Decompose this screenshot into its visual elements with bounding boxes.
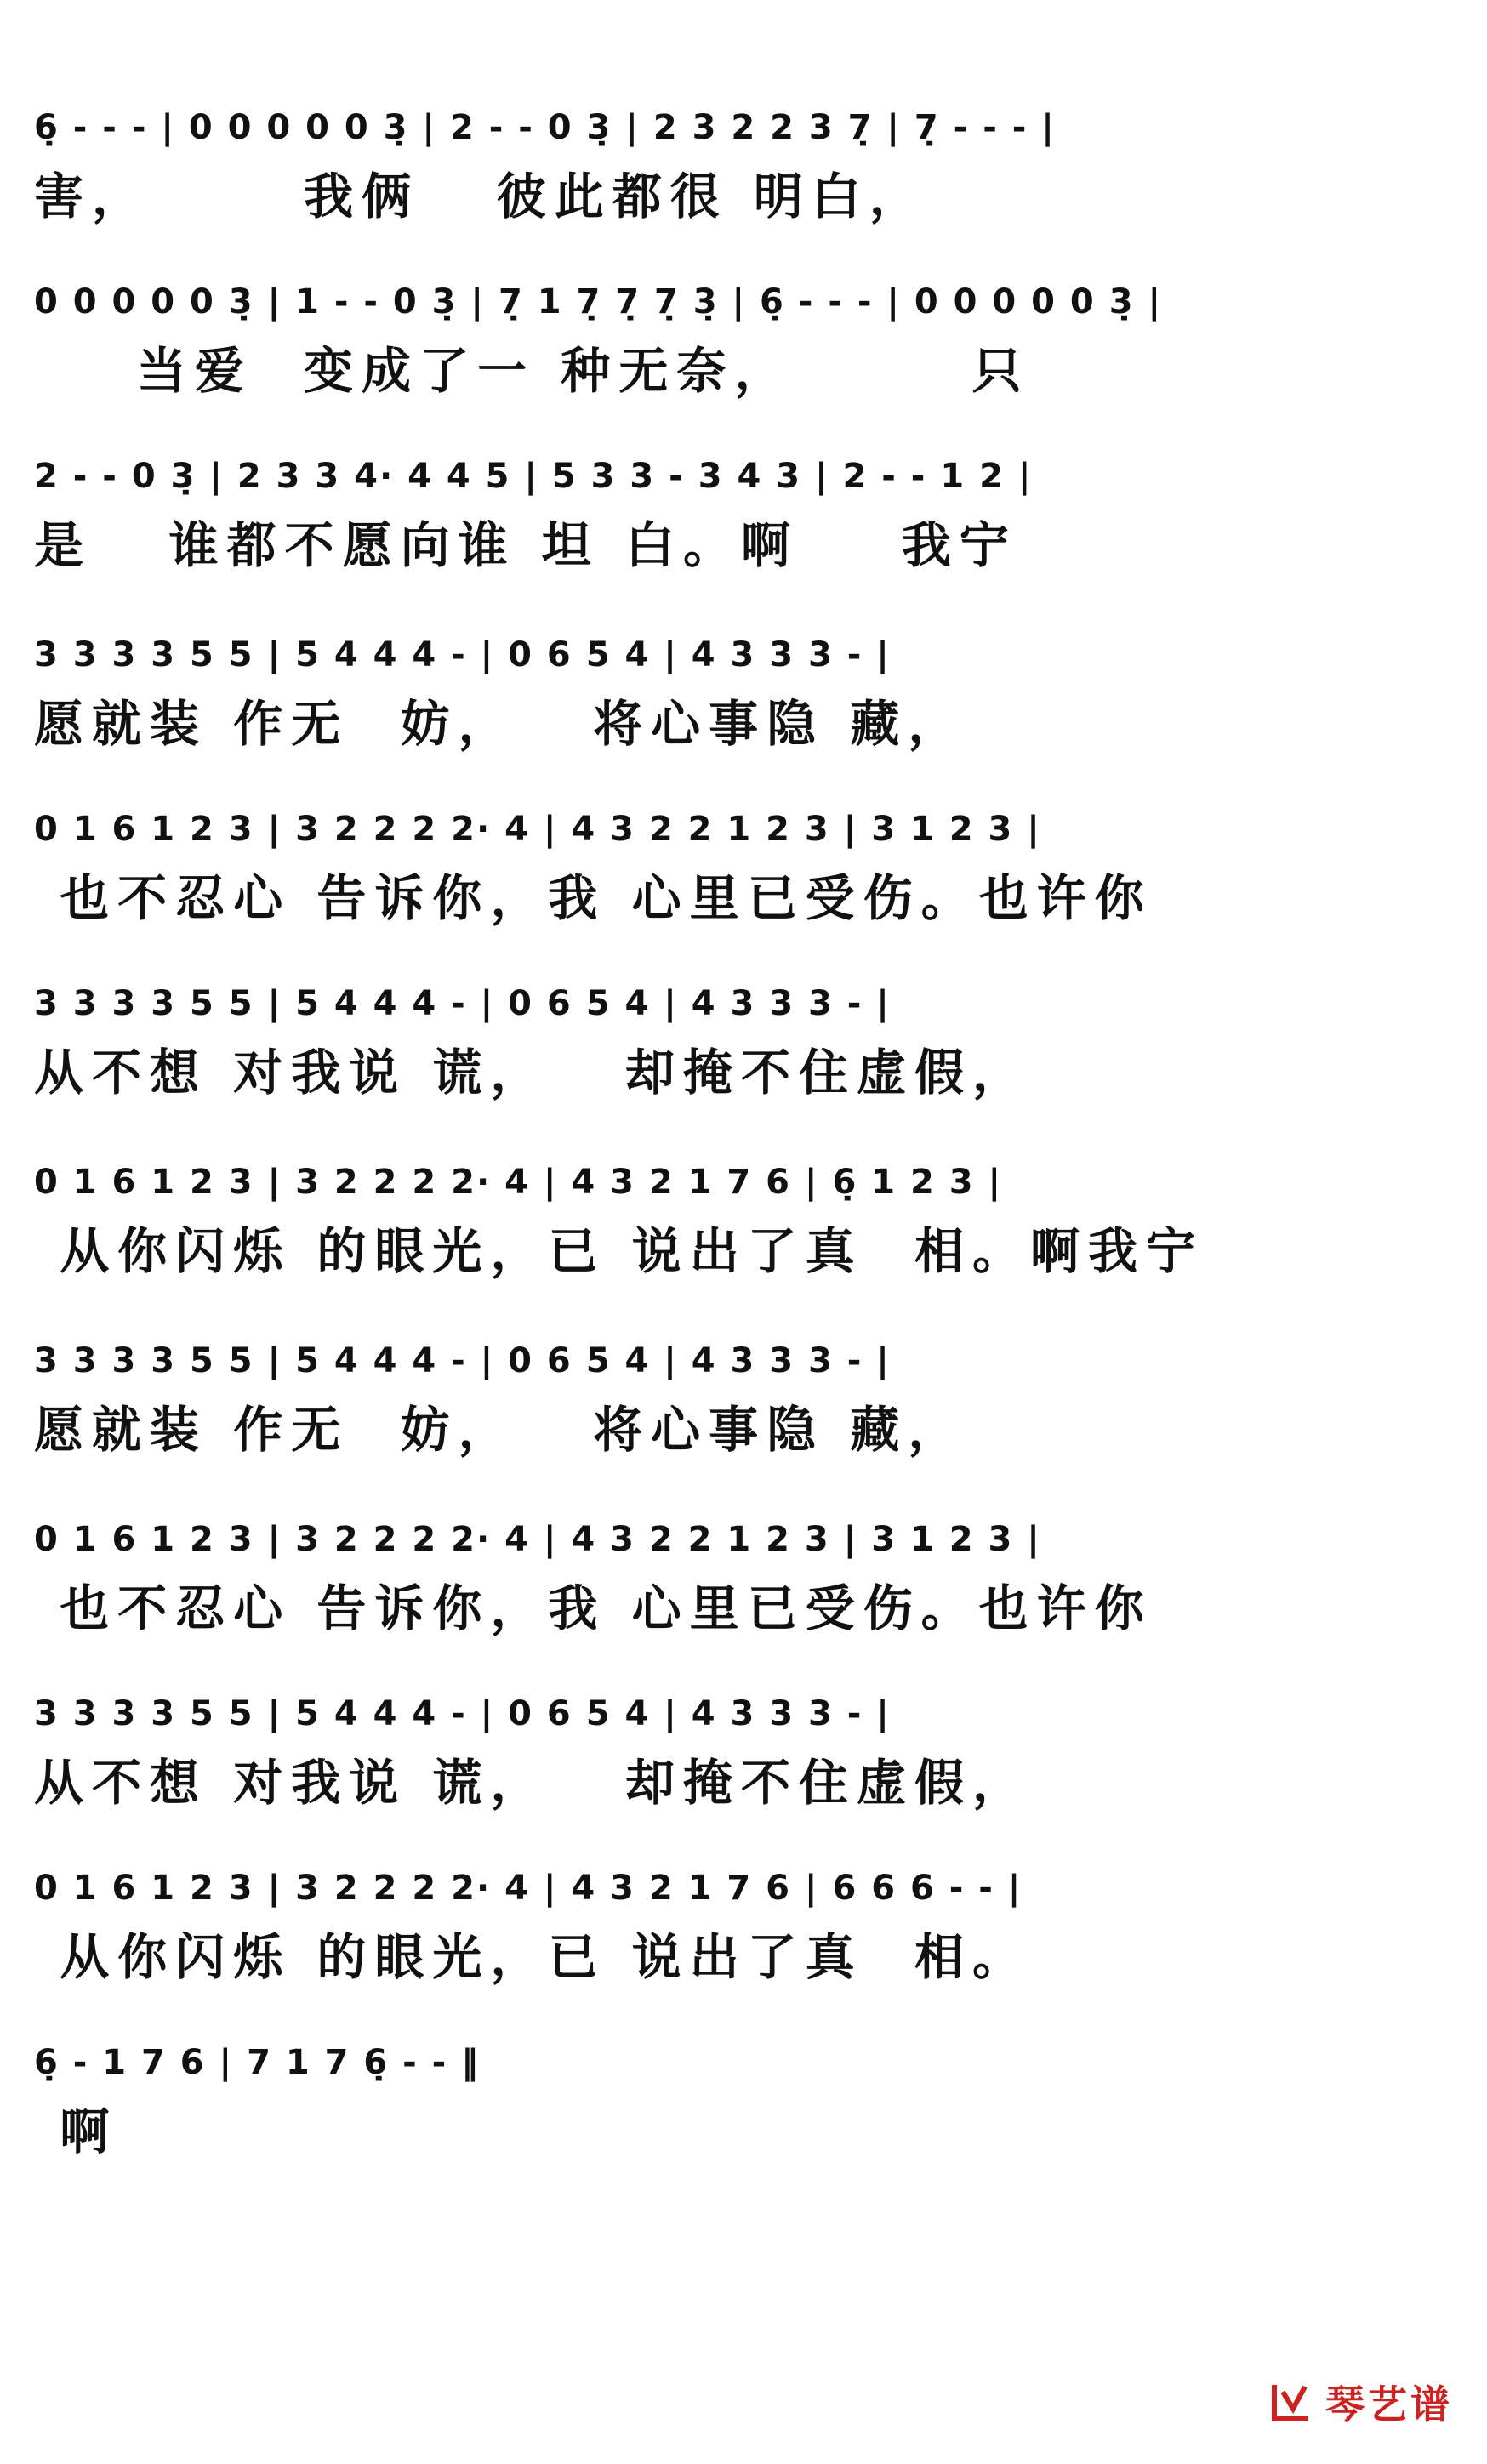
notation-line: 0 1 6 1 2 3 | 3 2 2 2 2· 4 | 4 3 2 1 7 6 | 6̣ 1 2 3 |: [34, 1163, 1003, 1202]
notation-line: 6̣ - 1 7 6 | 7 1 7 6̣ - - ‖: [34, 2043, 481, 2082]
lyrics-line: 害， 我俩 彼此都很 明白，: [34, 168, 927, 225]
lyrics-line: 啊: [34, 2103, 118, 2160]
notation-line: 3 3 3 3 5 5 | 5 4 4 4 - | 0 6 5 4 | 4 3 3 3 - |: [34, 984, 891, 1023]
notation-line: 0 0 0 0 0 3̣ | 1 - - 0 3̣ | 7̣ 1 7̣ 7̣ 7̣ 3̣ | 6̣ - - - | 0 0 0 0 0 3̣ |: [34, 282, 1163, 322]
notation-line: 2 - - 0 3̣ | 2 3 3 4· 4 4 5 | 5 3 3 - 3 4 3 | 2 - - 1 2 |: [34, 457, 1033, 496]
lyrics-line: 从不想 对我说 谎， 却掩不住虚假，: [34, 1754, 1030, 1812]
lyrics-line: 也不忍心 告诉你，我 心里已受伤。也许你: [34, 1579, 1153, 1637]
lyrics-line: 当爱 变成了一 种无奈， 只: [34, 342, 1030, 400]
notation-line: 3 3 3 3 5 5 | 5 4 4 4 - | 0 6 5 4 | 4 3 3 3 - |: [34, 635, 891, 674]
notation-line: 3 3 3 3 5 5 | 5 4 4 4 - | 0 6 5 4 | 4 3 3 3 - |: [34, 1341, 891, 1380]
notation-line: 6̣ - - - | 0 0 0 0 0 3̣ | 2 - - 0 3̣ | 2 3 2 2 3 7̣ | 7̣ - - - |: [34, 108, 1056, 147]
lyrics-line: 从你闪烁 的眼光，已 说出了真 相。: [34, 1928, 1030, 1986]
lyrics-line: 从不想 对我说 谎， 却掩不住虚假，: [34, 1044, 1030, 1101]
watermark: [1268, 2374, 1453, 2430]
notation-line: 0 1 6 1 2 3 | 3 2 2 2 2· 4 | 4 3 2 2 1 2 3 | 3 1 2 3 |: [34, 1520, 1041, 1559]
lyrics-line: 是 谁都不愿向谁 坦 白。啊 我宁: [34, 516, 1017, 574]
watermark-text: 琴艺谱: [1325, 2381, 1453, 2427]
lyrics-line: 从你闪烁 的眼光，已 说出了真 相。啊我宁: [34, 1222, 1204, 1280]
lyrics-line: 也不忍心 告诉你，我 心里已受伤。也许你: [34, 869, 1153, 927]
notation-line: 0 1 6 1 2 3 | 3 2 2 2 2· 4 | 4 3 2 2 1 2 3 | 3 1 2 3 |: [34, 810, 1041, 849]
lyrics-line: 愿就装 作无 妨， 将心事隐 藏，: [34, 695, 966, 753]
qinyipu-logo-icon: [1268, 2378, 1315, 2426]
notation-line: 3 3 3 3 5 5 | 5 4 4 4 - | 0 6 5 4 | 4 3 3 3 - |: [34, 1694, 891, 1733]
notation-line: 0 1 6 1 2 3 | 3 2 2 2 2· 4 | 4 3 2 1 7 6 | 6 6 6 - - |: [34, 1869, 1023, 1908]
lyrics-line: 愿就装 作无 妨， 将心事隐 藏，: [34, 1401, 966, 1459]
